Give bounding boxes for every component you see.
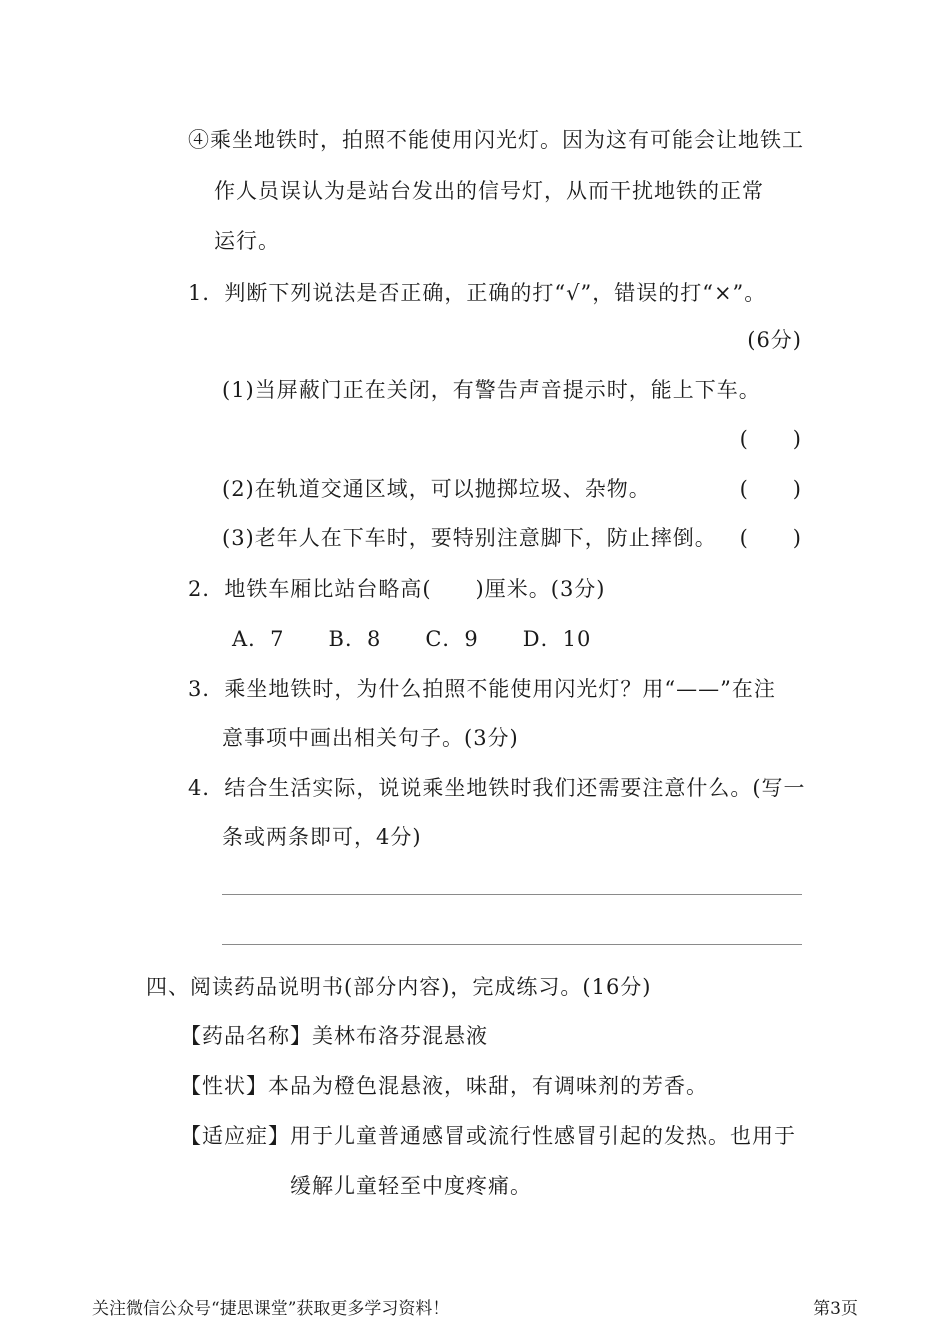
statement-2: (2)在轨道交通区域，可以抛掷垃圾、杂物。 [222, 477, 651, 501]
question-1-score: (6分) [747, 328, 802, 352]
question-4-line: 条或两条即可，4分) [222, 825, 422, 849]
medicine-indication: 【适应症】用于儿童普通感冒或流行性感冒引起的发热。也用于 [180, 1124, 796, 1148]
page-number: 第3页 [813, 1299, 858, 1319]
footer-note: 关注微信公众号“捷思课堂”获取更多学习资料！ [92, 1299, 450, 1319]
question-4-line: 4．结合生活实际，说说乘坐地铁时我们还需要注意什么。(写一 [188, 776, 806, 800]
question-2-stem: 2．地铁车厢比站台略高( )厘米。(3分) [188, 577, 606, 601]
question-1-stem: 1．判断下列说法是否正确，正确的打“√”，错误的打“×”。 [188, 281, 767, 305]
passage-line: 作人员误认为是站台发出的信号灯，从而干扰地铁的正常 [214, 179, 764, 203]
medicine-name: 【药品名称】美林布洛芬混悬液 [180, 1024, 488, 1048]
answer-paren-2[interactable]: ( ) [739, 477, 802, 501]
passage-line: ④乘坐地铁时，拍照不能使用闪光灯。因为这有可能会让地铁工 [188, 128, 804, 152]
question-3-line: 意事项中画出相关句子。(3分) [222, 726, 519, 750]
section-4-title: 四、阅读药品说明书(部分内容)，完成练习。(16分) [146, 975, 652, 999]
passage-line: 运行。 [214, 229, 280, 253]
answer-writing-line[interactable] [222, 944, 802, 945]
statement-1: (1)当屏蔽门正在关闭，有警告声音提示时，能上下车。 [222, 378, 761, 402]
question-3-line: 3．乘坐地铁时，为什么拍照不能使用闪光灯？用“——”在注 [188, 677, 776, 701]
answer-paren-3[interactable]: ( ) [739, 526, 802, 550]
medicine-property: 【性状】本品为橙色混悬液，味甜，有调味剂的芳香。 [180, 1074, 708, 1098]
answer-writing-line[interactable] [222, 894, 802, 895]
statement-3: (3)老年人在下车时，要特别注意脚下，防止摔倒。 [222, 526, 717, 550]
medicine-indication: 缓解儿童轻至中度疼痛。 [290, 1174, 532, 1198]
question-2-options: A．7 B．8 C．9 D．10 [232, 627, 592, 651]
answer-paren-1[interactable]: ( ) [739, 427, 802, 451]
